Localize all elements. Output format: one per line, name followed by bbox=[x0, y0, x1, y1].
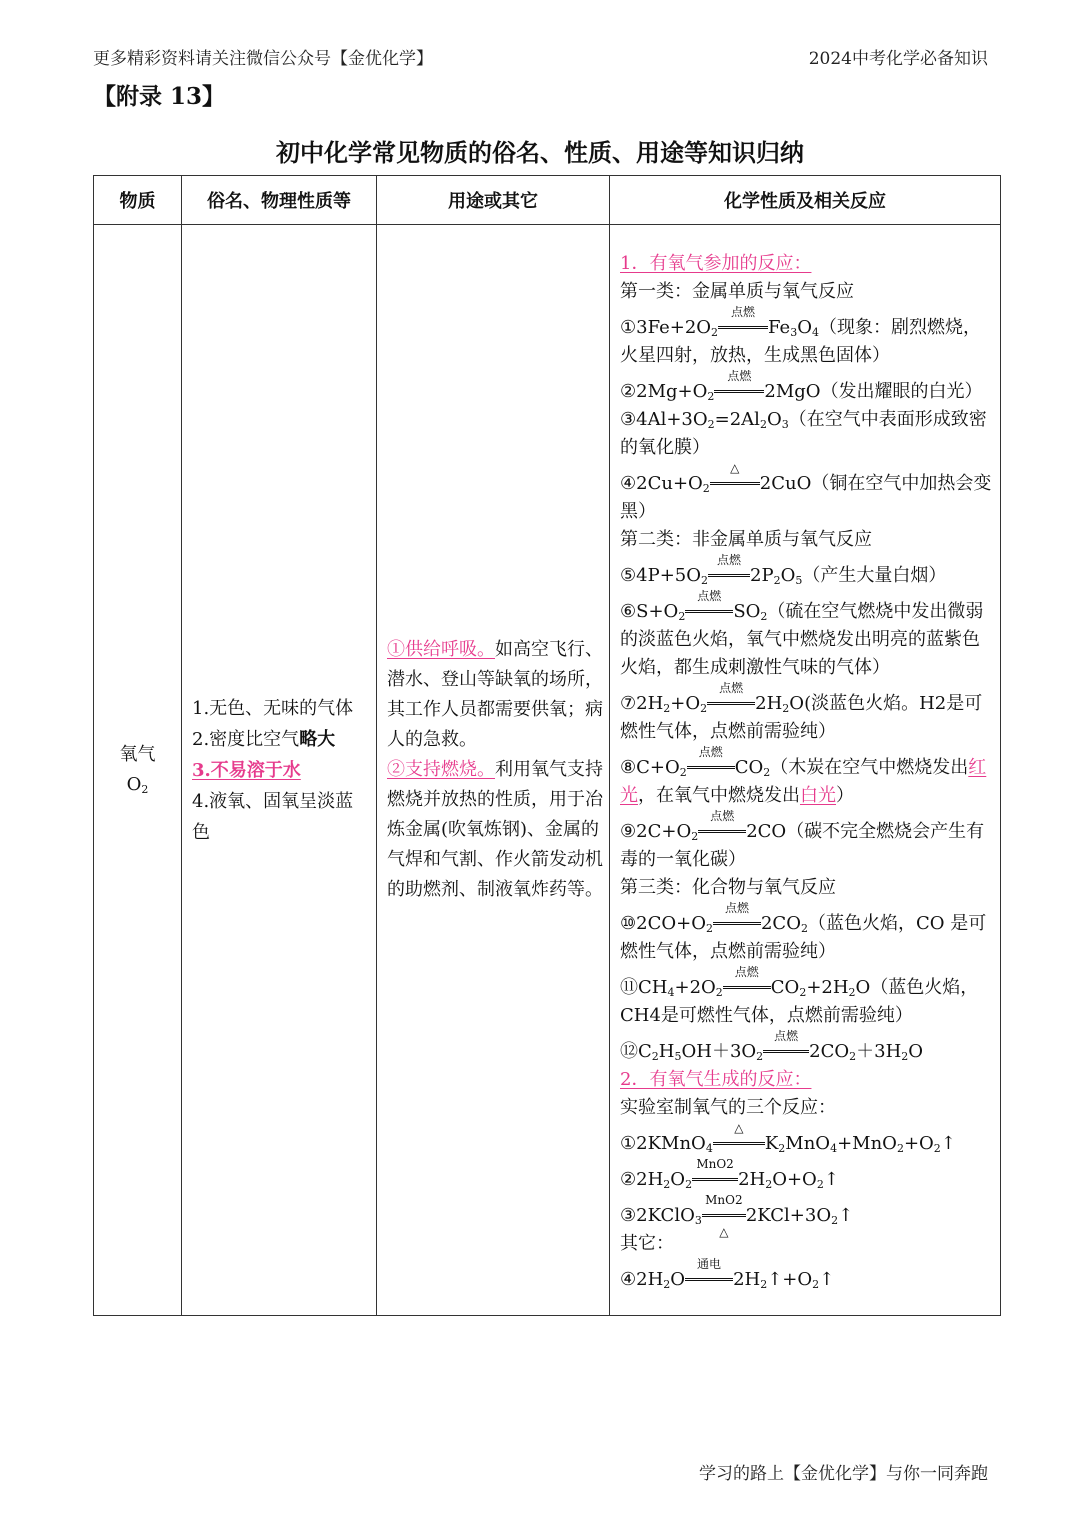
equation-8: $⑧C+O_2$ 点燃 $CO_2$（木炭在空气中燃烧发出红光，在氧气中燃烧发出白光） bbox=[620, 744, 987, 806]
category-3: 第三类：化合物与氧气反应 bbox=[620, 876, 836, 898]
table-header-row bbox=[94, 176, 1001, 225]
equation-electrolysis: $④2H_2O$ 通电 $2H_2↑+O_2↑$ bbox=[620, 1256, 835, 1291]
category-2: 第二类：非金属单质与氧气反应 bbox=[620, 528, 872, 550]
substance-name: 氧气 bbox=[119, 744, 156, 765]
section-2-title: 2．有氧气生成的反应： bbox=[620, 1068, 812, 1090]
equation-lab-3: ③2KClO$_3$ MnO2 △ $2KCl+3O_2↑$ bbox=[620, 1192, 854, 1239]
equation-5: $⑤4P+5O_2$ 点燃 $2P_2O_5$（产生大量白烟） bbox=[620, 552, 947, 587]
appendix-label: 【附录 13】 bbox=[93, 83, 226, 110]
lab-oxygen-label: 实验室制氧气的三个反应： bbox=[620, 1096, 836, 1118]
use-combustion: ②支持燃烧。利用氧气支持燃烧并放热的性质，用于冶炼金属(吹氧炼钢)、金属的气焊和气割、作火箭发动机的助燃剂、制液氧炸药等。 bbox=[387, 759, 603, 900]
header-chemical: 化学性质及相关反应 bbox=[610, 176, 1001, 225]
physical-line-2: 2.密度比空气略大 bbox=[192, 728, 336, 750]
equation-1: $①3Fe+2O_2$ 点燃 $Fe_3O_4$（现象：剧烈燃烧，火星四射，放热，生成黑色固体） bbox=[620, 304, 981, 366]
physical-line-3: 3.不易溶于水 bbox=[192, 759, 301, 781]
equation-lab-2: $②2H_2O_2$ MnO2 $2H_2O+O_2↑$ bbox=[620, 1156, 839, 1191]
other-label: 其它： bbox=[620, 1232, 674, 1254]
document-title: 初中化学常见物质的俗名、性质、用途等知识归纳 bbox=[276, 138, 804, 167]
equation-2: $②2Mg+O_2$ 点燃 2MgO（发出耀眼的白光） bbox=[620, 368, 983, 403]
equation-11: $⑪CH_4+2O_2$ 点燃 $CO_2+2H_2O$（蓝色火焰，CH4是可燃性气体，点燃前需验纯） bbox=[620, 964, 979, 1026]
category-1: 第一类：金属单质与氧气反应 bbox=[620, 280, 854, 302]
header-right: 2024中考化学必备知识 bbox=[808, 49, 988, 69]
physical-line-4: 4.液氧、固氧呈淡蓝色 bbox=[192, 790, 354, 843]
use-breathing: ①供给呼吸。如高空飞行、潜水、登山等缺氧的场所，其工作人员都需要供氧；病人的急救。 bbox=[387, 639, 603, 750]
uses-cell bbox=[377, 225, 610, 1316]
table-row bbox=[94, 225, 1001, 1316]
substance-formula: $O_2$ bbox=[126, 774, 149, 796]
equation-12: $⑫C_2H_5OH+3O_2$ 点燃 $2CO_2+3H_2O$ bbox=[620, 1028, 924, 1063]
physical-cell bbox=[182, 225, 377, 1316]
physical-line-1: 1.无色、无味的气体 bbox=[192, 697, 354, 719]
equation-lab-1: ①2KMnO$_4$ △ $K_2MnO_4+MnO_2+O_2↑$ bbox=[620, 1120, 956, 1155]
equation-6: $⑥S+O_2$ 点燃 $SO_2$（硫在空气燃烧中发出微弱的淡蓝色火焰，氧气中燃烧发出明亮的蓝紫色火焰，都生成刺激性气味的气体） bbox=[620, 588, 984, 678]
chemical-cell bbox=[610, 225, 1001, 1316]
equation-3: $③4Al+3O_2=2Al_2O_3$（在空气中表面形成致密的氧化膜） bbox=[620, 408, 987, 458]
header-physical: 俗名、物理性质等 bbox=[182, 176, 377, 225]
section-1-title: 1．有氧气参加的反应： bbox=[620, 252, 812, 274]
knowledge-table bbox=[93, 175, 1001, 1316]
header-left: 更多精彩资料请关注微信公众号【金优化学】 bbox=[93, 49, 433, 69]
substance-cell bbox=[94, 225, 182, 1316]
footer-slogan: 学习的路上【金优化学】与你一同奔跑 bbox=[699, 1464, 988, 1484]
header-substance: 物质 bbox=[94, 176, 182, 225]
equation-7: $⑦2H_2+O_2$ 点燃 $2H_2O$(淡蓝色火焰。H2是可燃性气体，点燃前需验纯） bbox=[620, 680, 983, 742]
equation-4: $④2Cu+O_2$ △ 2CuO（铜在空气中加热会变黑） bbox=[620, 460, 992, 522]
header-uses: 用途或其它 bbox=[377, 176, 610, 225]
equation-9: $⑨2C+O_2$ 点燃 2CO（碳不完全燃烧会产生有毒的一氧化碳） bbox=[620, 808, 985, 870]
equation-10: $⑩2CO+O_2$ 点燃 $2CO_2$（蓝色火焰，CO 是可燃性气体，点燃前需验纯） bbox=[620, 900, 987, 962]
